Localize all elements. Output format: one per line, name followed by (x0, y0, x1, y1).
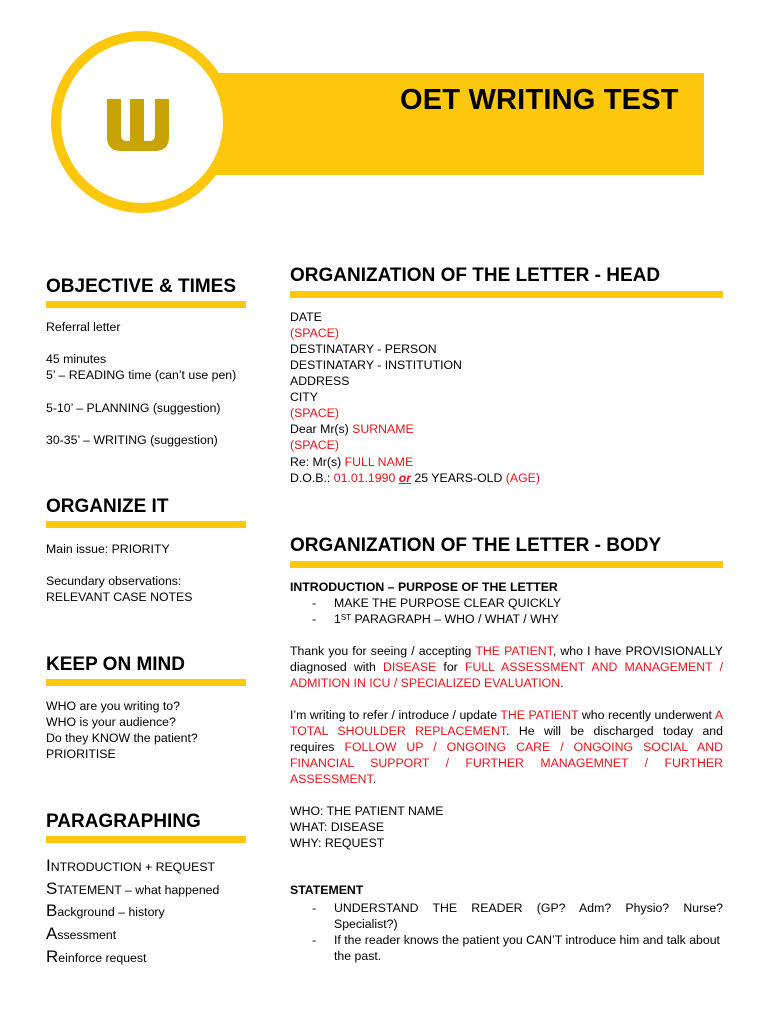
objective-divider (46, 301, 246, 308)
intro-title: INTRODUCTION – PURPOSE OF THE LETTER (290, 580, 558, 594)
head-space: (SPACE) (290, 326, 339, 340)
logo-letter: W (105, 97, 106, 98)
paragraphing-item: Assessment (46, 924, 117, 943)
body-divider (290, 561, 723, 568)
organize-main-issue: Main issue: PRIORITY (46, 542, 170, 556)
intro-paragraph-2: I’m writing to refer / introduce / update THE PATIENT who recently underwent A TOTAL SHOULDER REPLACEMENT. He will be discharged today and requires FOLLOW UP / ONGOING CARE / ONGOING SOCIAL AND FINANCIAL SUPPORT / FURTHER MANAGEMNET / FURTHER ASSESSMENT. (290, 708, 724, 786)
paragraphing-initial: I (46, 856, 51, 875)
paragraphing-item: Reinforce request (46, 947, 147, 966)
statement-bullet: - If the reader knows the patient you CAN’T introduce him and talk about the past. (312, 933, 720, 963)
paragraphing-item: INTRODUCTION + REQUEST (46, 856, 216, 875)
head-divider (290, 291, 723, 298)
paragraphing-initial: S (46, 879, 58, 898)
statement-bullet: - UNDERSTAND THE READER (GP? Adm? Physio? Nurse? Specialist?) (312, 901, 723, 931)
objective-heading: OBJECTIVE & TIMES (46, 276, 237, 297)
keep-line: WHO are you writing to? (46, 699, 180, 713)
head-date: DATE (290, 310, 322, 324)
objective-reading-time: 5’ – READING time (can’t use pen) (46, 368, 237, 382)
page-title: OET WRITING TEST (400, 84, 679, 116)
head-dob-line: D.O.B.: 01.01.1990 or 25 YEARS-OLD (AGE) (290, 471, 540, 485)
paragraphing-initial: A (46, 924, 58, 943)
head-salutation: Dear Mr(s) SURNAME (290, 422, 414, 436)
objective-writing-time: 30-35’ – WRITING (suggestion) (46, 433, 218, 447)
keep-divider (46, 679, 246, 686)
head-re-line: Re: Mr(s) FULL NAME (290, 455, 414, 469)
keep-line: Do they KNOW the patient? (46, 731, 198, 745)
keep-heading: KEEP ON MIND (46, 654, 186, 675)
keep-line: PRIORITISE (46, 747, 116, 761)
paragraphing-divider (46, 836, 246, 843)
objective-letter-type: Referral letter (46, 320, 121, 334)
objective-planning-time: 5-10’ – PLANNING (suggestion) (46, 401, 221, 415)
head-dob-or: or (398, 471, 412, 485)
head-space: (SPACE) (290, 438, 339, 452)
intro-paragraph-1: Thank you for seeing / accepting THE PATIENT, who I have PROVISIONALLY diagnosed with DISEASE for FULL ASSESSMENT AND MANAGEMENT / ADMITION IN ICU / SPECIALIZED EVALUATION. (290, 644, 723, 690)
objective-total-time: 45 minutes (46, 352, 107, 366)
who-line: WHO: THE PATIENT NAME (290, 804, 444, 818)
organize-case-notes: RELEVANT CASE NOTES (46, 590, 193, 604)
organize-divider (46, 521, 246, 528)
head-address: ADDRESS (290, 374, 350, 388)
keep-line: WHO is your audience? (46, 715, 176, 729)
why-line: WHY: REQUEST (290, 836, 385, 850)
head-dob-date: 01.01.1990 (333, 471, 396, 485)
head-dest-institution: DESTINATARY - INSTITUTION (290, 358, 462, 372)
head-surname: SURNAME (352, 422, 414, 436)
head-dest-person: DESTINATARY - PERSON (290, 342, 437, 356)
paragraphing-item: Background – history (46, 901, 165, 920)
body-heading: ORGANIZATION OF THE LETTER - BODY (290, 535, 662, 556)
head-age: (AGE) (505, 471, 540, 485)
head-heading: ORGANIZATION OF THE LETTER - HEAD (290, 265, 661, 286)
paragraphing-initial: B (46, 901, 58, 920)
organize-heading: ORGANIZE IT (46, 496, 169, 517)
what-line: WHAT: DISEASE (290, 820, 385, 834)
paragraphing-initial: R (46, 947, 59, 966)
head-space: (SPACE) (290, 406, 339, 420)
statement-title: STATEMENT (290, 883, 364, 897)
head-city: CITY (290, 390, 319, 404)
paragraphing-item: STATEMENT – what happened (46, 879, 220, 898)
head-full-name: FULL NAME (344, 455, 414, 469)
logo-w-mark (105, 97, 171, 153)
paragraphing-heading: PARAGRAPHING (46, 811, 201, 832)
organize-secondary: Secundary observations: (46, 574, 182, 588)
